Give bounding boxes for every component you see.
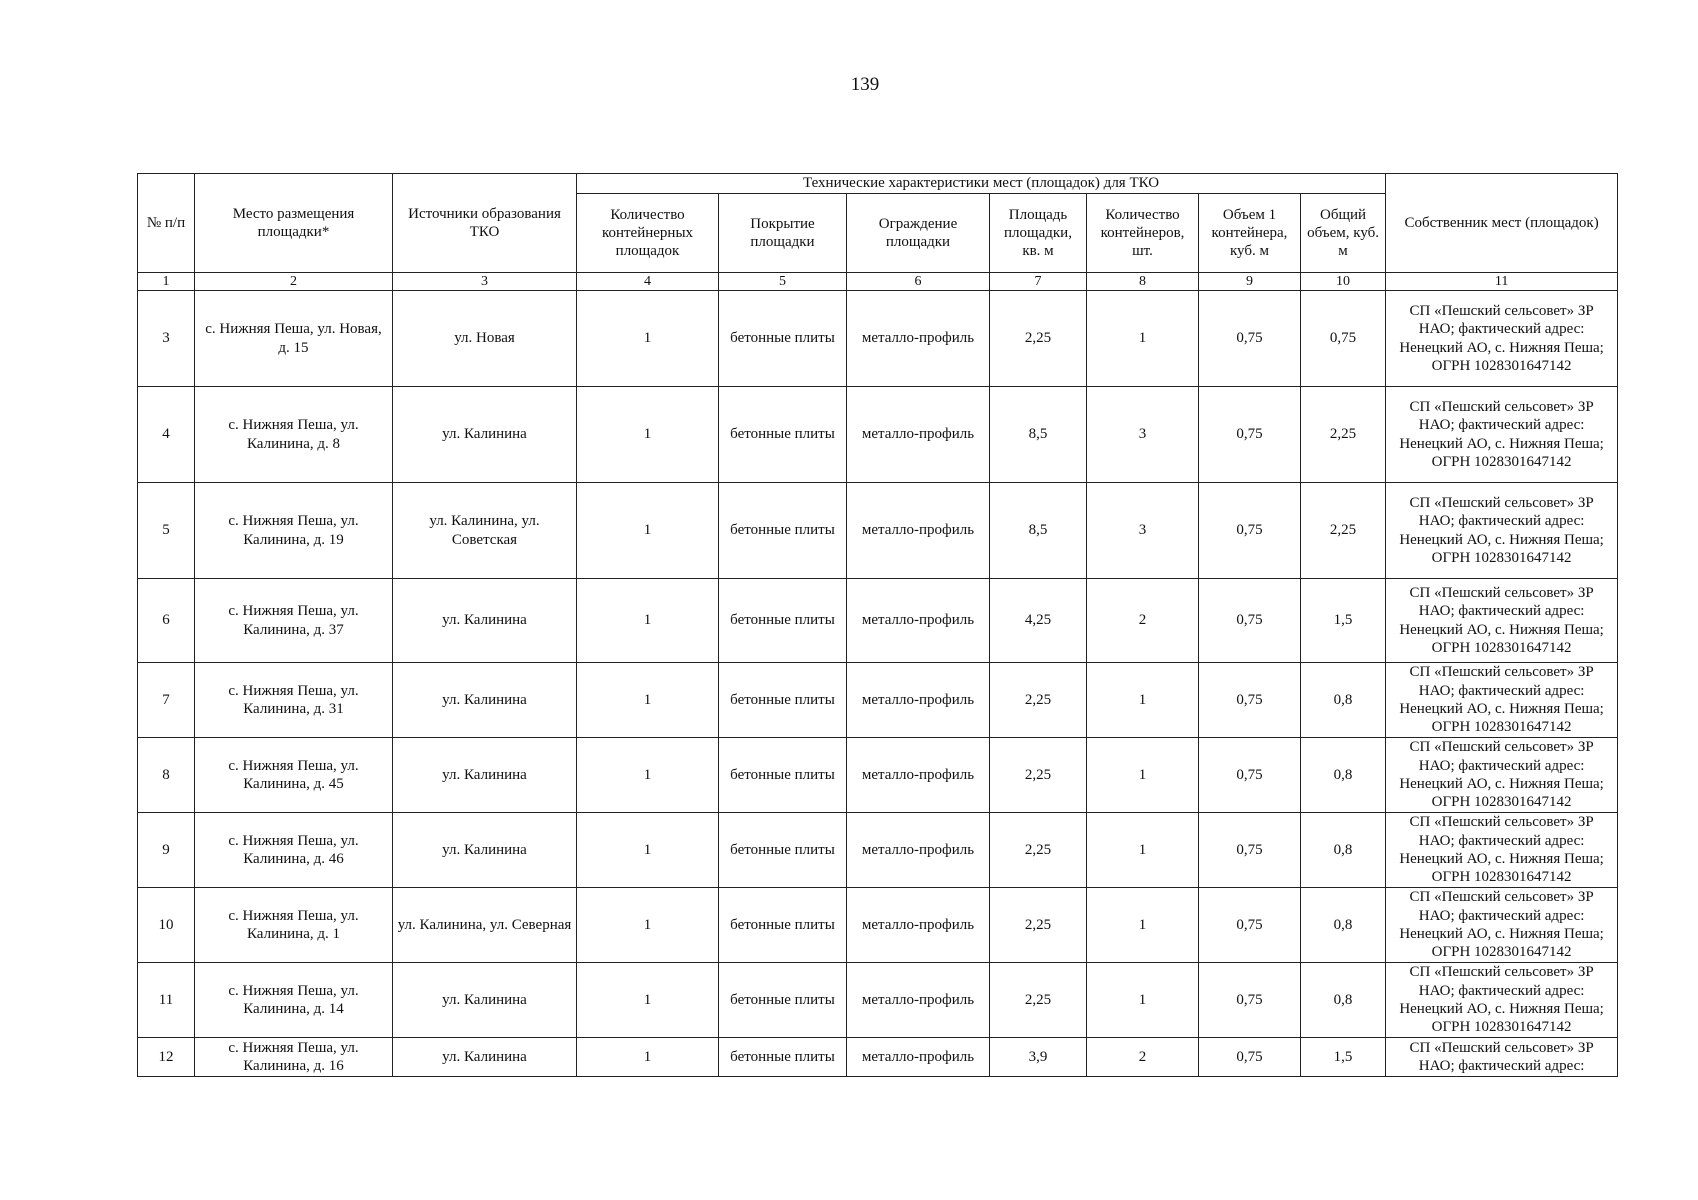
cell-count-sites: 1 <box>577 579 719 663</box>
cell-vol-total: 2,25 <box>1301 387 1386 483</box>
cell-vol-total: 0,8 <box>1301 963 1386 1038</box>
cell-count-sites: 1 <box>577 888 719 963</box>
cell-vol-one: 0,75 <box>1199 387 1301 483</box>
header-num: № п/п <box>138 174 195 273</box>
cell-sources: ул. Калинина <box>393 738 577 813</box>
cell-sources: ул. Калинина <box>393 1038 577 1077</box>
column-number: 1 <box>138 273 195 291</box>
cell-location: с. Нижняя Пеша, ул. Калинина, д. 8 <box>195 387 393 483</box>
cell-count-sites: 1 <box>577 483 719 579</box>
cell-owner: СП «Пешский сельсовет» ЗР НАО; фактический адрес: Ненецкий АО, с. Нижняя Пеша; ОГРН 1028301647142 <box>1386 579 1618 663</box>
cell-count-containers: 2 <box>1087 1038 1199 1077</box>
cell-area: 2,25 <box>990 888 1087 963</box>
column-number: 4 <box>577 273 719 291</box>
cell-count-sites: 1 <box>577 387 719 483</box>
cell-count-sites: 1 <box>577 813 719 888</box>
cell-num: 7 <box>138 663 195 738</box>
cell-num: 5 <box>138 483 195 579</box>
cell-count-containers: 2 <box>1087 579 1199 663</box>
cell-fence: металло-профиль <box>847 1038 990 1077</box>
cell-num: 10 <box>138 888 195 963</box>
cell-location: с. Нижняя Пеша, ул. Калинина, д. 16 <box>195 1038 393 1077</box>
cell-area: 2,25 <box>990 291 1087 387</box>
column-number: 7 <box>990 273 1087 291</box>
cell-fence: металло-профиль <box>847 579 990 663</box>
cell-count-containers: 1 <box>1087 738 1199 813</box>
cell-count-containers: 3 <box>1087 483 1199 579</box>
column-number: 11 <box>1386 273 1618 291</box>
cell-vol-one: 0,75 <box>1199 663 1301 738</box>
cell-fence: металло-профиль <box>847 483 990 579</box>
cell-area: 2,25 <box>990 813 1087 888</box>
cell-vol-total: 1,5 <box>1301 579 1386 663</box>
cell-area: 2,25 <box>990 663 1087 738</box>
cell-sources: ул. Калинина <box>393 963 577 1038</box>
cell-sources: ул. Калинина <box>393 579 577 663</box>
cell-sources: ул. Калинина, ул. Северная <box>393 888 577 963</box>
column-number: 3 <box>393 273 577 291</box>
table-row <box>138 738 1618 813</box>
cell-surface: бетонные плиты <box>719 1038 847 1077</box>
header-vol-one: Объем 1 контейнера, куб. м <box>1199 194 1301 273</box>
cell-owner: СП «Пешский сельсовет» ЗР НАО; фактический адрес: Ненецкий АО, с. Нижняя Пеша; ОГРН 1028301647142 <box>1386 738 1618 813</box>
cell-num: 3 <box>138 291 195 387</box>
cell-area: 3,9 <box>990 1038 1087 1077</box>
cell-count-containers: 1 <box>1087 813 1199 888</box>
cell-vol-total: 0,8 <box>1301 813 1386 888</box>
cell-num: 11 <box>138 963 195 1038</box>
cell-owner: СП «Пешский сельсовет» ЗР НАО; фактический адрес: Ненецкий АО, с. Нижняя Пеша; ОГРН 1028301647142 <box>1386 663 1618 738</box>
cell-surface: бетонные плиты <box>719 579 847 663</box>
cell-surface: бетонные плиты <box>719 888 847 963</box>
header-location: Место размещения площадки* <box>195 174 393 273</box>
table-row <box>138 1038 1618 1077</box>
cell-sources: ул. Калинина, ул. Советская <box>393 483 577 579</box>
cell-count-sites: 1 <box>577 738 719 813</box>
column-number: 2 <box>195 273 393 291</box>
cell-num: 4 <box>138 387 195 483</box>
column-number: 10 <box>1301 273 1386 291</box>
table-row <box>138 888 1618 963</box>
cell-num: 9 <box>138 813 195 888</box>
cell-fence: металло-профиль <box>847 663 990 738</box>
cell-location: с. Нижняя Пеша, ул. Калинина, д. 14 <box>195 963 393 1038</box>
cell-count-containers: 1 <box>1087 888 1199 963</box>
cell-location: с. Нижняя Пеша, ул. Калинина, д. 31 <box>195 663 393 738</box>
header-count-containers: Количество контейнеров, шт. <box>1087 194 1199 273</box>
table-row <box>138 579 1618 663</box>
cell-owner: СП «Пешский сельсовет» ЗР НАО; фактический адрес: <box>1386 1038 1618 1077</box>
cell-sources: ул. Калинина <box>393 663 577 738</box>
cell-vol-one: 0,75 <box>1199 291 1301 387</box>
cell-num: 8 <box>138 738 195 813</box>
cell-vol-one: 0,75 <box>1199 738 1301 813</box>
cell-vol-total: 0,8 <box>1301 663 1386 738</box>
cell-count-containers: 1 <box>1087 291 1199 387</box>
cell-surface: бетонные плиты <box>719 963 847 1038</box>
cell-owner: СП «Пешский сельсовет» ЗР НАО; фактический адрес: Ненецкий АО, с. Нижняя Пеша; ОГРН 1028301647142 <box>1386 888 1618 963</box>
cell-num: 6 <box>138 579 195 663</box>
table-row <box>138 663 1618 738</box>
cell-count-sites: 1 <box>577 663 719 738</box>
waste-sites-table <box>137 173 1618 1077</box>
cell-vol-total: 1,5 <box>1301 1038 1386 1077</box>
cell-vol-one: 0,75 <box>1199 1038 1301 1077</box>
table-row <box>138 291 1618 387</box>
column-number: 5 <box>719 273 847 291</box>
cell-area: 8,5 <box>990 483 1087 579</box>
column-number-row <box>138 273 1618 291</box>
header-row-group <box>138 174 1618 194</box>
cell-area: 2,25 <box>990 963 1087 1038</box>
cell-num: 12 <box>138 1038 195 1077</box>
cell-location: с. Нижняя Пеша, ул. Калинина, д. 1 <box>195 888 393 963</box>
cell-count-sites: 1 <box>577 1038 719 1077</box>
column-number: 8 <box>1087 273 1199 291</box>
column-number: 9 <box>1199 273 1301 291</box>
cell-count-containers: 1 <box>1087 663 1199 738</box>
cell-owner: СП «Пешский сельсовет» ЗР НАО; фактический адрес: Ненецкий АО, с. Нижняя Пеша; ОГРН 1028301647142 <box>1386 387 1618 483</box>
cell-vol-one: 0,75 <box>1199 483 1301 579</box>
cell-vol-one: 0,75 <box>1199 888 1301 963</box>
cell-surface: бетонные плиты <box>719 291 847 387</box>
cell-location: с. Нижняя Пеша, ул. Калинина, д. 37 <box>195 579 393 663</box>
header-area: Площадь площадки, кв. м <box>990 194 1087 273</box>
cell-vol-total: 0,75 <box>1301 291 1386 387</box>
column-number: 6 <box>847 273 990 291</box>
cell-fence: металло-профиль <box>847 963 990 1038</box>
cell-fence: металло-профиль <box>847 813 990 888</box>
cell-area: 2,25 <box>990 738 1087 813</box>
cell-location: с. Нижняя Пеша, ул. Калинина, д. 19 <box>195 483 393 579</box>
cell-surface: бетонные плиты <box>719 387 847 483</box>
cell-owner: СП «Пешский сельсовет» ЗР НАО; фактический адрес: Ненецкий АО, с. Нижняя Пеша; ОГРН 1028301647142 <box>1386 483 1618 579</box>
cell-fence: металло-профиль <box>847 738 990 813</box>
cell-sources: ул. Новая <box>393 291 577 387</box>
table-row <box>138 387 1618 483</box>
cell-area: 4,25 <box>990 579 1087 663</box>
header-vol-total: Общий объем, куб. м <box>1301 194 1386 273</box>
cell-vol-one: 0,75 <box>1199 813 1301 888</box>
header-count-sites: Количество контейнерных площадок <box>577 194 719 273</box>
cell-surface: бетонные плиты <box>719 813 847 888</box>
cell-count-containers: 3 <box>1087 387 1199 483</box>
header-owner: Собственник мест (площадок) <box>1386 174 1618 273</box>
cell-sources: ул. Калинина <box>393 813 577 888</box>
cell-fence: металло-профиль <box>847 888 990 963</box>
cell-fence: металло-профиль <box>847 387 990 483</box>
header-surface: Покрытие площадки <box>719 194 847 273</box>
cell-count-containers: 1 <box>1087 963 1199 1038</box>
table-row <box>138 483 1618 579</box>
cell-fence: металло-профиль <box>847 291 990 387</box>
cell-owner: СП «Пешский сельсовет» ЗР НАО; фактический адрес: Ненецкий АО, с. Нижняя Пеша; ОГРН 1028301647142 <box>1386 291 1618 387</box>
cell-surface: бетонные плиты <box>719 483 847 579</box>
cell-location: с. Нижняя Пеша, ул. Новая, д. 15 <box>195 291 393 387</box>
table-row <box>138 813 1618 888</box>
table-row <box>138 963 1618 1038</box>
cell-surface: бетонные плиты <box>719 738 847 813</box>
header-sources: Источники образования ТКО <box>393 174 577 273</box>
cell-sources: ул. Калинина <box>393 387 577 483</box>
cell-count-sites: 1 <box>577 291 719 387</box>
cell-owner: СП «Пешский сельсовет» ЗР НАО; фактический адрес: Ненецкий АО, с. Нижняя Пеша; ОГРН 1028301647142 <box>1386 963 1618 1038</box>
cell-vol-total: 0,8 <box>1301 738 1386 813</box>
cell-owner: СП «Пешский сельсовет» ЗР НАО; фактический адрес: Ненецкий АО, с. Нижняя Пеша; ОГРН 1028301647142 <box>1386 813 1618 888</box>
cell-location: с. Нижняя Пеша, ул. Калинина, д. 45 <box>195 738 393 813</box>
cell-vol-one: 0,75 <box>1199 579 1301 663</box>
cell-location: с. Нижняя Пеша, ул. Калинина, д. 46 <box>195 813 393 888</box>
header-tech-group: Технические характеристики мест (площадок) для ТКО <box>577 174 1386 194</box>
header-fence: Ограждение площадки <box>847 194 990 273</box>
cell-vol-total: 2,25 <box>1301 483 1386 579</box>
cell-count-sites: 1 <box>577 963 719 1038</box>
page-number: 139 <box>850 74 880 95</box>
cell-vol-total: 0,8 <box>1301 888 1386 963</box>
cell-surface: бетонные плиты <box>719 663 847 738</box>
cell-vol-one: 0,75 <box>1199 963 1301 1038</box>
cell-area: 8,5 <box>990 387 1087 483</box>
